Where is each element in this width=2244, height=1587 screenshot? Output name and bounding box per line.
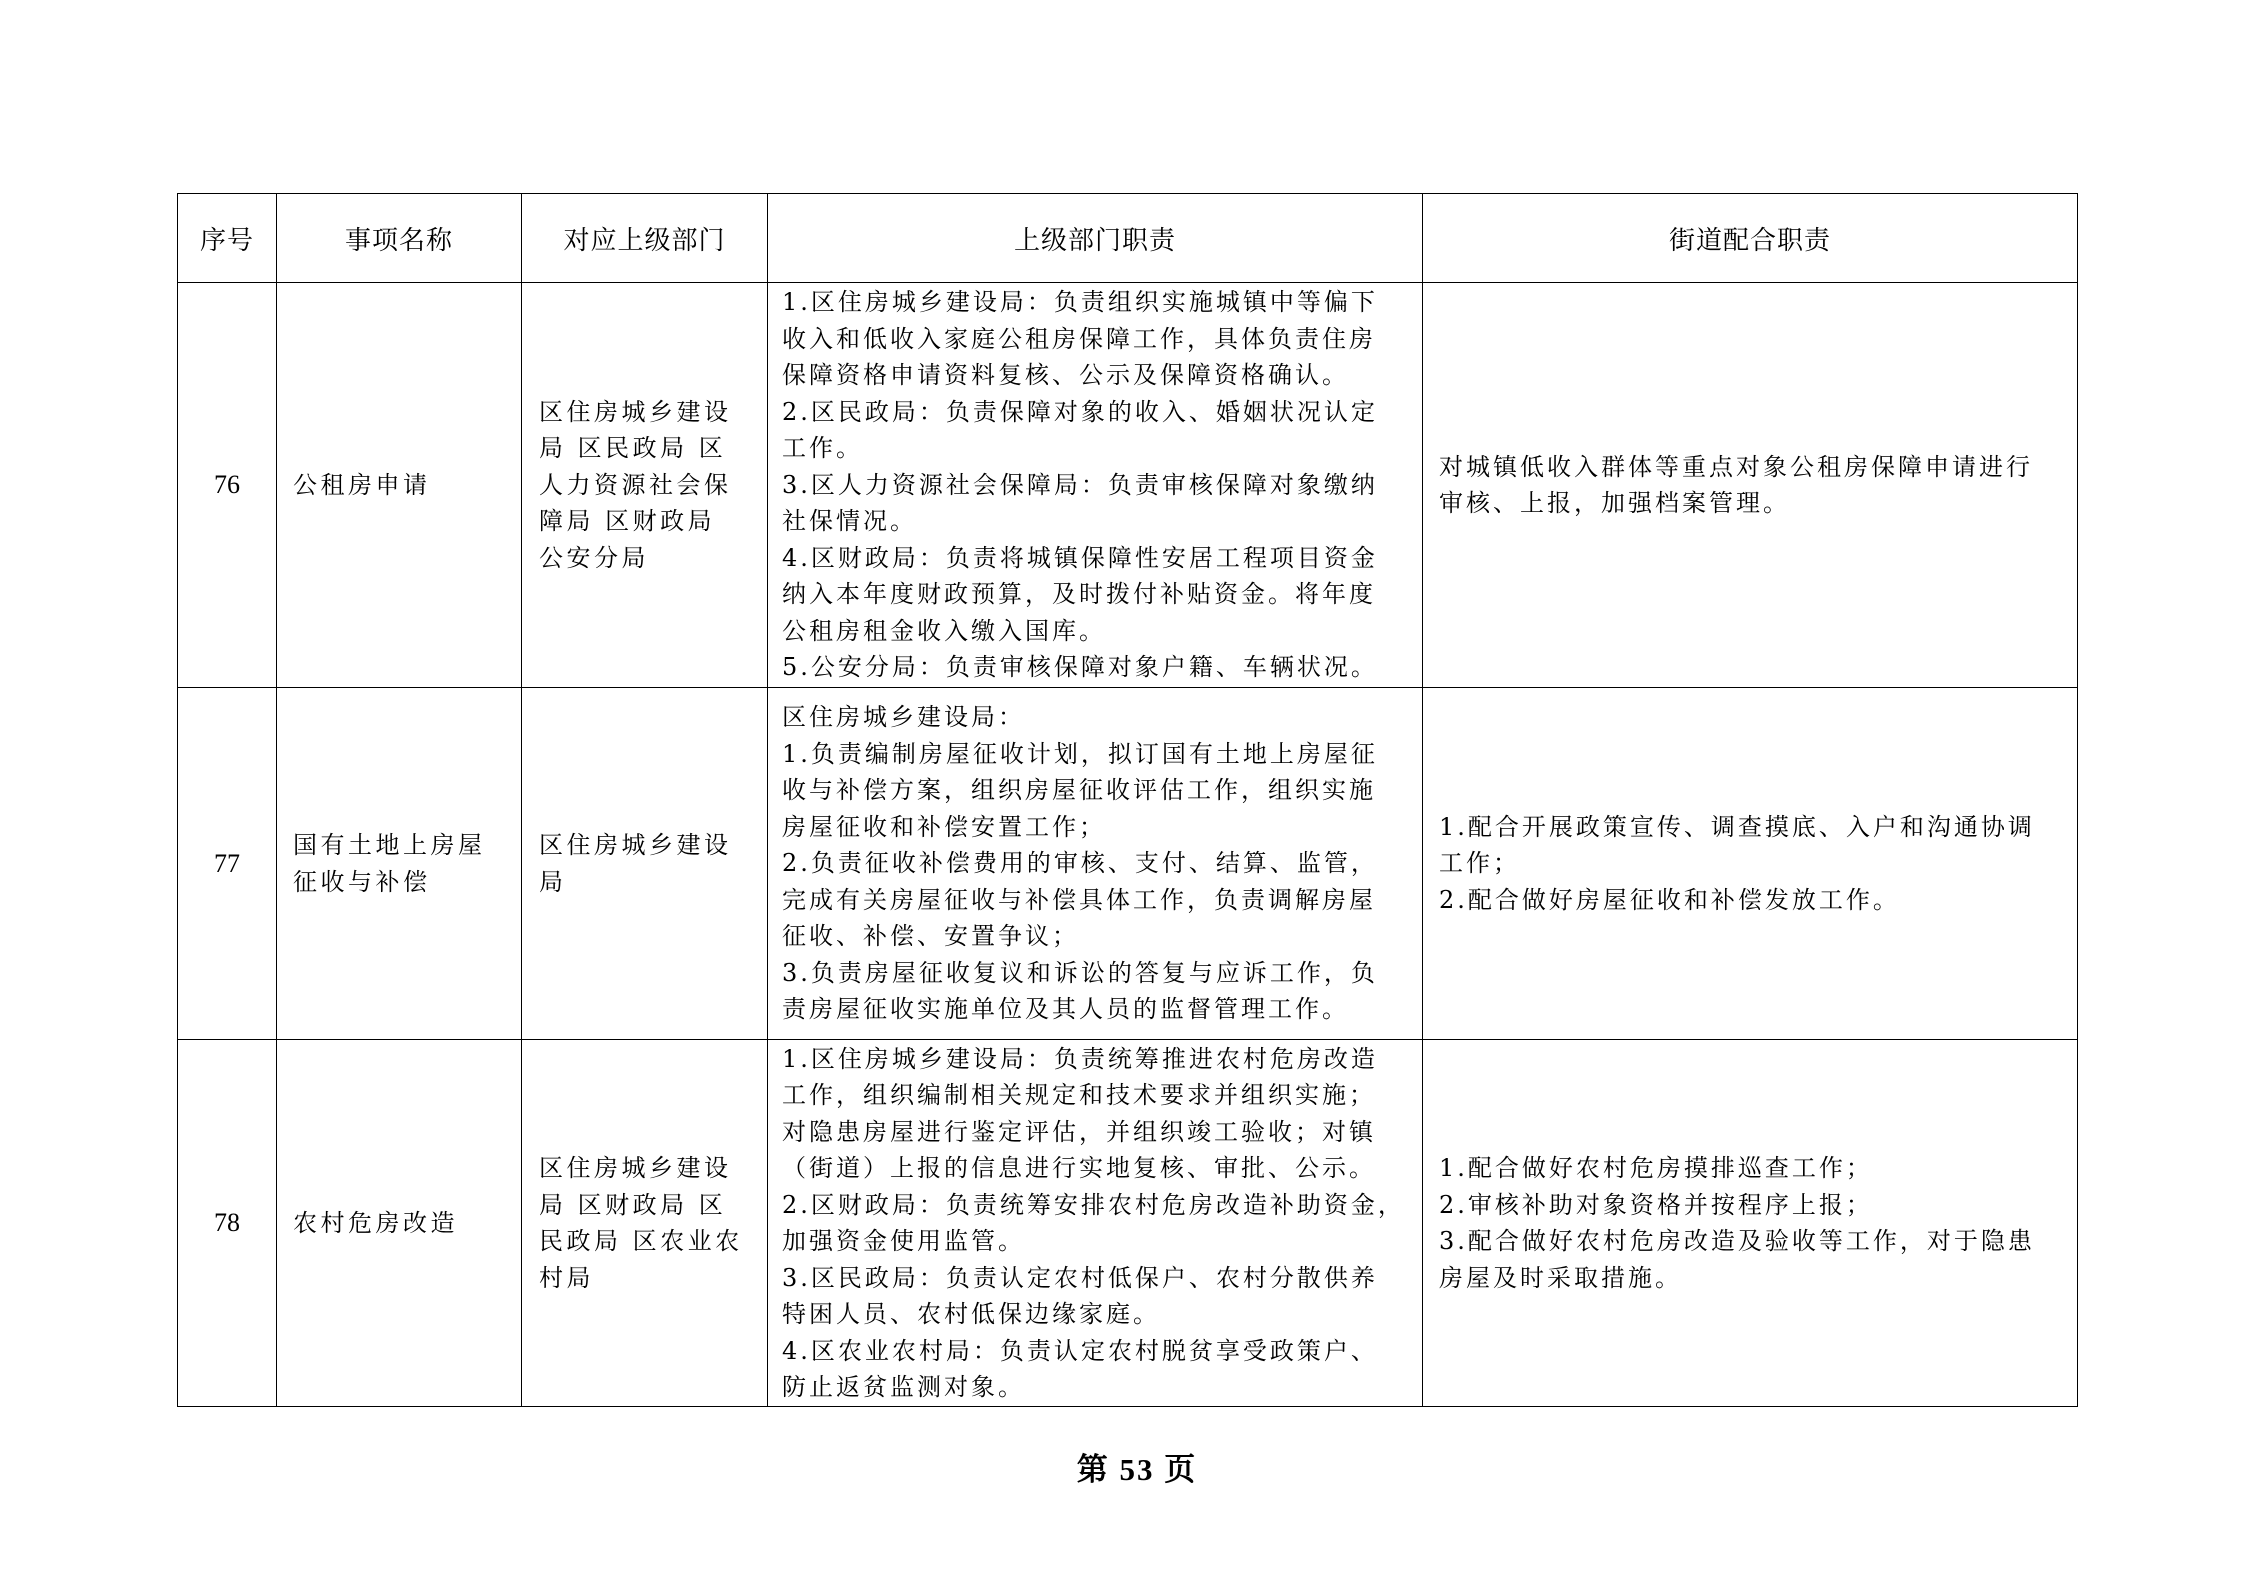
department-duty-cell — [768, 688, 1423, 1040]
department-duty-line: 4.区农业农村局：负责认定农村脱贫享受政策户、 — [782, 1336, 1378, 1365]
item-name-cell — [277, 283, 522, 688]
item-name-cell — [277, 1040, 522, 1407]
department-cell — [522, 688, 768, 1040]
department-duty-line: 5.公安分局：负责审核保障对象户籍、车辆状况。 — [782, 653, 1378, 682]
department-line: 障局 区财政局 — [539, 507, 716, 536]
table-header — [178, 194, 2078, 283]
department-cell — [522, 283, 768, 688]
department-duty-line: 4.区财政局：负责将城镇保障性安居工程项目资金 — [782, 543, 1378, 572]
table-body — [178, 283, 2078, 1407]
street-duty-line: 审核、上报，加强档案管理。 — [1439, 489, 1790, 517]
department-duty-line: 工作，组织编制相关规定和技术要求并组织实施； — [782, 1081, 1376, 1109]
department-duty-line: 2.负责征收补偿费用的审核、支付、结算、监管， — [782, 849, 1378, 878]
department-duty-line: 保障资格申请资料复核、公示及保障资格确认。 — [782, 361, 1349, 390]
department-duty-line: 3.负责房屋征收复议和诉讼的答复与应诉工作，负 — [782, 958, 1378, 987]
department-duty-line: （街道）上报的信息进行实地复核、审批、公示。 — [782, 1154, 1376, 1182]
seq-cell: 77 — [178, 688, 277, 1040]
street-duty-line: 工作； — [1439, 849, 1520, 878]
street-duty-line: 1.配合开展政策宣传、调查摸底、入户和沟通协调 — [1439, 812, 2035, 841]
department-duty-line: 2.区财政局：负责统筹安排农村危房改造补助资金， — [782, 1190, 1405, 1219]
table-row — [178, 283, 2078, 688]
department-line: 局 区财政局 区 — [539, 1190, 727, 1219]
department-duty-line: 工作。 — [782, 434, 863, 463]
item-name-line: 公租房申请 — [293, 470, 431, 499]
table-row — [178, 1040, 2078, 1407]
department-duty-cell — [768, 1040, 1423, 1407]
department-duty-line: 1.区住房城乡建设局：负责统筹推进农村危房改造 — [782, 1044, 1378, 1073]
street-duty-cell — [1423, 283, 2078, 688]
department-duty-line: 公租房租金收入缴入国库。 — [782, 616, 1106, 645]
table-row — [178, 688, 2078, 1040]
item-name-line: 农村危房改造 — [293, 1208, 458, 1237]
item-name-line: 征收与补偿 — [293, 867, 431, 896]
department-duty-line: 责房屋征收实施单位及其人员的监督管理工作。 — [782, 995, 1349, 1024]
department-cell — [522, 1040, 768, 1407]
street-duty-line: 1.配合做好农村危房摸排巡查工作； — [1439, 1154, 1873, 1182]
department-line: 民政局 区农业农 — [539, 1227, 743, 1255]
header-seq: 序号 — [178, 194, 277, 283]
department-line: 区住房城乡建设 — [539, 831, 732, 859]
header-row — [178, 194, 2078, 283]
department-duty-line: 3.区人力资源社会保障局：负责审核保障对象缴纳 — [782, 470, 1378, 499]
street-duty-cell — [1423, 688, 2078, 1040]
department-duty-line: 收与补偿方案，组织房屋征收评估工作，组织实施 — [782, 776, 1376, 805]
department-duty-line: 2.区民政局：负责保障对象的收入、婚姻状况认定 — [782, 397, 1378, 426]
department-duty-line: 收入和低收入家庭公租房保障工作，具体负责住房 — [782, 324, 1376, 353]
department-line: 公安分局 — [539, 543, 649, 572]
department-duty-line: 防止返贫监测对象。 — [782, 1373, 1025, 1401]
department-line: 人力资源社会保 — [539, 470, 732, 499]
street-duty-line: 3.配合做好农村危房改造及验收等工作，对于隐患 — [1439, 1227, 2035, 1255]
department-duty-line: 对隐患房屋进行鉴定评估，并组织竣工验收；对镇 — [782, 1117, 1376, 1146]
seq-cell: 76 — [178, 283, 277, 688]
item-name-line: 国有土地上房屋 — [293, 831, 486, 859]
street-duty-line: 对城镇低收入群体等重点对象公租房保障申请进行 — [1439, 452, 2033, 481]
street-duty-line: 2.配合做好房屋征收和补偿发放工作。 — [1439, 885, 1900, 914]
street-duty-line: 2.审核补助对象资格并按程序上报； — [1439, 1190, 1873, 1219]
department-duty-line: 社保情况。 — [782, 507, 917, 536]
department-line: 区住房城乡建设 — [539, 397, 732, 426]
department-duty-line: 房屋征收和补偿安置工作； — [782, 812, 1106, 841]
header-department: 对应上级部门 — [522, 194, 768, 283]
department-duty-line: 1.区住房城乡建设局：负责组织实施城镇中等偏下 — [782, 288, 1378, 317]
department-duty-line: 区住房城乡建设局： — [782, 703, 1025, 732]
department-line: 局 — [539, 867, 567, 896]
responsibility-table — [177, 193, 2078, 1407]
page-number: 第 53 页 — [1076, 1452, 1198, 1487]
header-department-duty: 上级部门职责 — [768, 194, 1423, 283]
department-duty-line: 完成有关房屋征收与补偿具体工作，负责调解房屋 — [782, 885, 1376, 914]
department-duty-line: 加强资金使用监管。 — [782, 1227, 1025, 1255]
department-duty-line: 3.区民政局：负责认定农村低保户、农村分散供养 — [782, 1263, 1378, 1292]
seq-cell: 78 — [178, 1040, 277, 1407]
department-duty-line: 纳入本年度财政预算，及时拨付补贴资金。将年度 — [782, 580, 1376, 609]
department-duty-cell — [768, 283, 1423, 688]
header-item-name: 事项名称 — [277, 194, 522, 283]
department-duty-line: 1.负责编制房屋征收计划，拟订国有土地上房屋征 — [782, 739, 1378, 768]
department-line: 区住房城乡建设 — [539, 1154, 732, 1182]
street-duty-line: 房屋及时采取措施。 — [1439, 1263, 1682, 1292]
department-duty-line: 特困人员、农村低保边缘家庭。 — [782, 1300, 1160, 1328]
department-line: 局 区民政局 区 — [539, 434, 727, 463]
item-name-cell — [277, 688, 522, 1040]
department-line: 村局 — [539, 1263, 594, 1292]
header-street-duty: 街道配合职责 — [1423, 194, 2078, 283]
department-duty-line: 征收、补偿、安置争议； — [782, 922, 1079, 951]
street-duty-cell — [1423, 1040, 2078, 1407]
